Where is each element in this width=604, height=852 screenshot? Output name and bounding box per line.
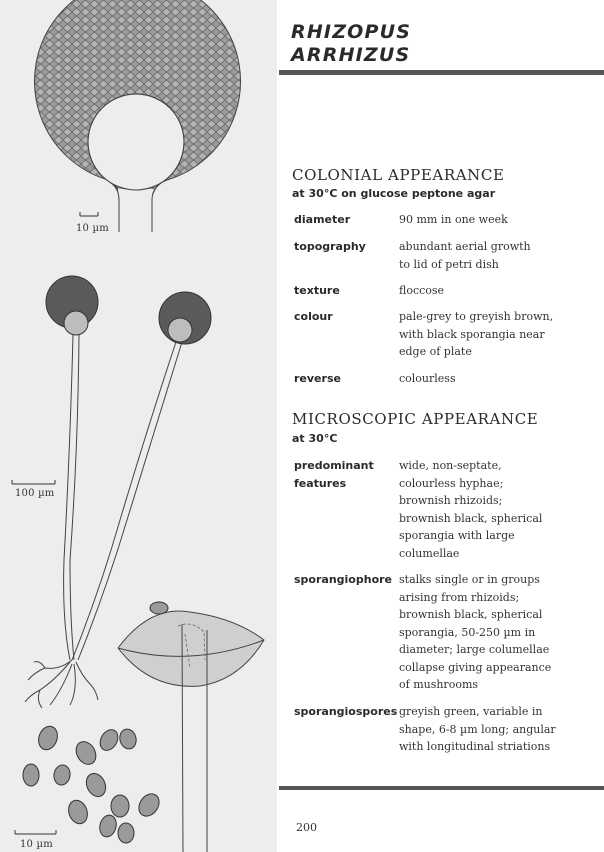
property-value-predominant-features: wide, non-septate, colourless hyphae; brownish rhizoids; brownish black, spherical sporangia with large columellae: [399, 459, 543, 560]
microscopic-heading: MICROSCOPIC APPEARANCE: [292, 410, 539, 428]
property-label-sporangiophore: sporangiophore: [294, 573, 393, 586]
colonial-subheading: at 30°C on glucose peptone agar: [292, 187, 496, 200]
sporangium-detail: [35, 0, 241, 232]
property-value-reverse: colourless: [399, 372, 456, 385]
property-value-colour: pale-grey to greyish brown, with black sporangia near edge of plate: [399, 310, 554, 358]
title-line-genus: RHIZOPUS: [291, 21, 412, 43]
property-value-sporangiophore: stalks single or in groups arising from rhizoids; brownish black, spherical sporangia, 50-250 µm in diameter; large columellae collapse giving appearance of mushrooms: [399, 573, 552, 691]
property-label-reverse: reverse: [294, 372, 341, 385]
footer-rule: [279, 786, 604, 790]
microscopic-subheading: at 30°C: [292, 432, 338, 445]
colonial-heading: COLONIAL APPEARANCE: [292, 166, 505, 184]
sporangiophore-right: [72, 292, 211, 660]
page-number: 200: [296, 821, 317, 834]
property-label-sporangiospores: sporangiospores: [294, 705, 398, 718]
scale-label-middle: 100 µm: [15, 488, 55, 499]
property-label-texture: texture: [294, 284, 340, 297]
property-label-topography: topography: [294, 240, 366, 253]
property-value-diameter: 90 mm in one week: [399, 213, 508, 226]
scale-label-bottom: 10 µm: [20, 839, 53, 850]
property-label-diameter: diameter: [294, 213, 351, 226]
scale-label-top: 10 µm: [76, 223, 109, 234]
property-value-topography: abundant aerial growth to lid of petri dish: [399, 240, 531, 271]
scale-bar-small-top: [80, 212, 98, 216]
illustration-panel: [0, 0, 277, 852]
property-label-predominant-features: predominant features: [294, 459, 374, 490]
species-title: [291, 21, 411, 67]
title-rule: [279, 70, 604, 75]
title-line-species: ARRHIZUS: [291, 44, 411, 66]
property-value-sporangiospores: greyish green, variable in shape, 6-8 µm long; angular with longitudinal striations: [399, 705, 556, 753]
scale-bar-small-bottom: [15, 830, 56, 834]
scale-bar-large: [12, 480, 55, 484]
property-value-texture: floccose: [399, 284, 445, 297]
rhizoids: [25, 660, 98, 708]
sporangiophore-left: [46, 276, 98, 660]
collapsed-columella: [118, 611, 264, 852]
fungus-illustration: [0, 0, 277, 852]
property-label-colour: colour: [294, 310, 333, 323]
